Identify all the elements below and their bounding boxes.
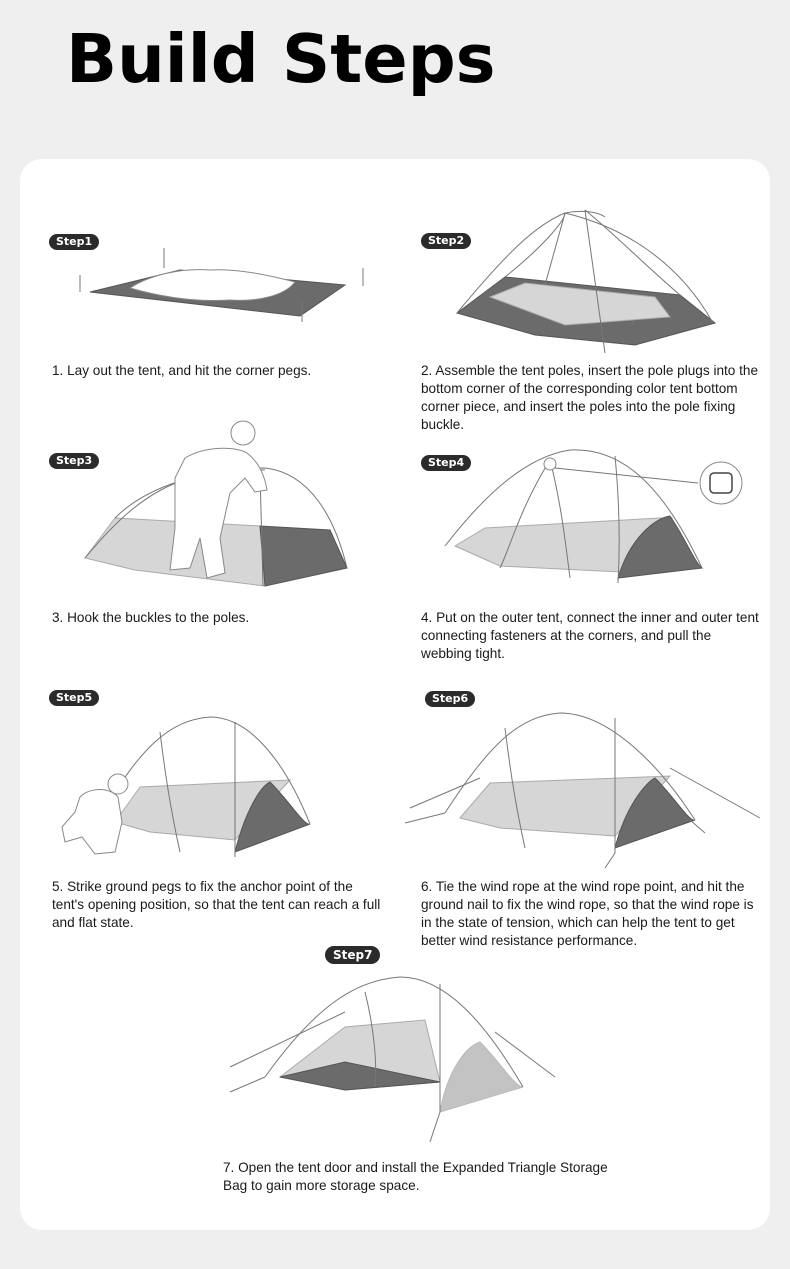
step-description: 7. Open the tent door and install the Expanded Triangle Storage Bag to gain more storage space. [223, 1160, 608, 1193]
step1-illustration [70, 240, 370, 330]
step-badge: Step7 [325, 946, 380, 964]
step6-illustration [400, 708, 770, 873]
step-badge: Step1 [49, 234, 99, 250]
crouching-person [62, 774, 128, 854]
step-badge: Step5 [49, 690, 99, 706]
step-badge: Step2 [421, 233, 471, 249]
step2-illustration [445, 205, 725, 355]
step-description: 3. Hook the buckles to the poles. [52, 610, 250, 625]
step7-illustration [225, 972, 565, 1147]
step-badge: Step4 [421, 455, 471, 471]
step-description: 6. Tie the wind rope at the wind rope point, and hit the ground nail to fix the wind rope, so that the wind rope is in the state of tension, which can help the tent to get better wind resistance performance. [421, 879, 754, 948]
step4-illustration [440, 448, 745, 583]
page-title: Build Steps [66, 20, 496, 98]
step5-illustration [60, 712, 320, 862]
step3-illustration [75, 418, 355, 583]
step-description: 4. Put on the outer tent, connect the inner and outer tent connecting fasteners at the corners, and pull the webbing tight. [421, 610, 759, 661]
step-description: 1. Lay out the tent, and hit the corner pegs. [52, 363, 312, 378]
step-badge: Step6 [425, 691, 475, 707]
step-badge: Step3 [49, 453, 99, 469]
step-description: 5. Strike ground pegs to fix the anchor point of the tent's opening position, so that the tent can reach a full and flat state. [52, 879, 381, 930]
step-description: 2. Assemble the tent poles, insert the pole plugs into the bottom corner of the corresponding color tent bottom corner piece, and insert the poles into the pole fixing buckle. [421, 363, 759, 432]
